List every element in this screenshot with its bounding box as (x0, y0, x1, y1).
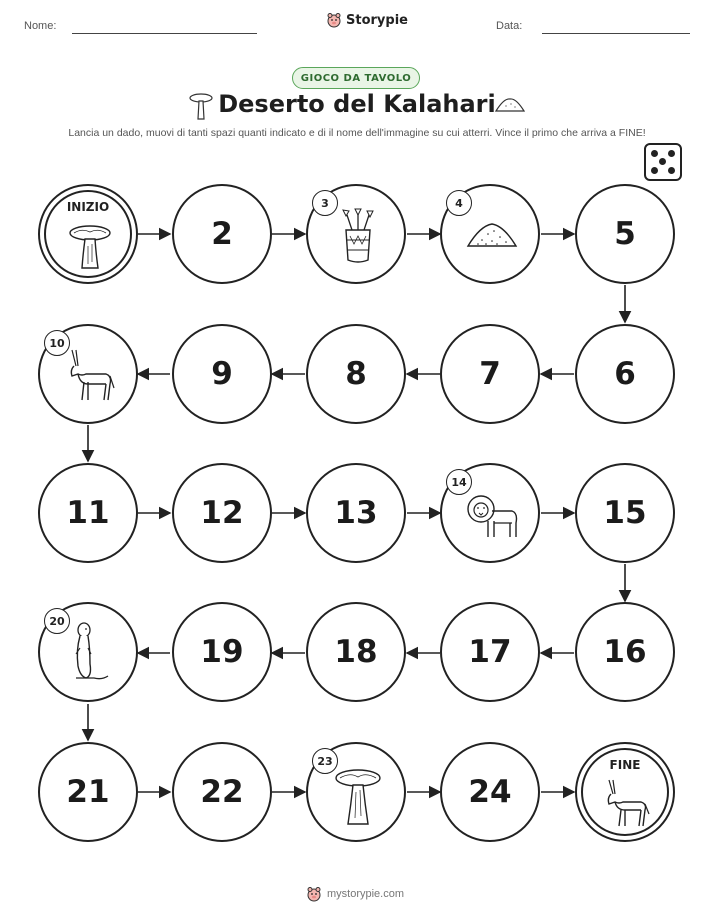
space-number: 21 (66, 774, 110, 810)
space-3 (306, 184, 406, 284)
space-20 (38, 602, 138, 702)
space-number: 13 (334, 495, 378, 531)
space-5 (575, 184, 675, 284)
space-16 (575, 602, 675, 702)
space-number-badge: 10 (44, 330, 70, 356)
baobab-tree-icon (68, 224, 112, 270)
space-23 (306, 742, 406, 842)
space-22 (172, 742, 272, 842)
space-24 (440, 742, 540, 842)
space-6 (575, 324, 675, 424)
space-number: 8 (345, 356, 367, 392)
start-space (38, 184, 138, 284)
space-number: 18 (334, 634, 378, 670)
meerkat-icon (68, 620, 112, 686)
space-17 (440, 602, 540, 702)
lion-icon (466, 493, 520, 539)
space-number: 19 (200, 634, 244, 670)
space-number: 11 (66, 495, 110, 531)
space-number-badge: 20 (44, 608, 70, 634)
finish-label: FINE (609, 758, 641, 772)
space-number-badge: 3 (312, 190, 338, 216)
name-label: Nome: (24, 20, 57, 32)
space-9 (172, 324, 272, 424)
game-type-badge: GIOCO DA TAVOLO (292, 67, 420, 89)
space-number: 5 (614, 216, 636, 252)
instructions-text: Lancia un dado, muovi di tanti spazi quanti indicato e di il nome dell'immagine su cui atterri. Vince il primo che arriva a FINE! (68, 127, 646, 139)
space-number: 7 (479, 356, 501, 392)
space-8 (306, 324, 406, 424)
space-12 (172, 463, 272, 563)
space-number: 6 (614, 356, 636, 392)
space-number: 16 (603, 634, 647, 670)
space-number-badge: 14 (446, 469, 472, 495)
start-label: INIZIO (66, 200, 110, 214)
space-2 (172, 184, 272, 284)
footer-brand (306, 886, 404, 902)
space-number: 15 (603, 495, 647, 531)
footer-url: mystorypie.com (327, 888, 405, 900)
space-number-badge: 23 (312, 748, 338, 774)
page-title: Deserto del Kalahari (218, 90, 496, 118)
space-4 (440, 184, 540, 284)
space-7 (440, 324, 540, 424)
oryx-icon (62, 348, 118, 404)
space-11 (38, 463, 138, 563)
quiver-icon (338, 208, 378, 264)
space-number: 24 (468, 774, 512, 810)
space-14 (440, 463, 540, 563)
pig-mascot-icon (306, 886, 322, 902)
baobab-tree-icon (334, 768, 382, 826)
space-18 (306, 602, 406, 702)
space-number: 17 (468, 634, 512, 670)
date-label: Data: (496, 20, 523, 32)
space-number-badge: 4 (446, 190, 472, 216)
brand-name: Storypie (346, 12, 408, 28)
space-number: 9 (211, 356, 233, 392)
space-19 (172, 602, 272, 702)
sand-pile-icon (466, 220, 518, 250)
space-13 (306, 463, 406, 563)
space-15 (575, 463, 675, 563)
space-10 (38, 324, 138, 424)
space-21 (38, 742, 138, 842)
space-number: 2 (211, 216, 233, 252)
oryx-icon (603, 778, 651, 828)
space-number: 12 (200, 495, 244, 531)
space-number: 22 (200, 774, 244, 810)
finish-space (575, 742, 675, 842)
